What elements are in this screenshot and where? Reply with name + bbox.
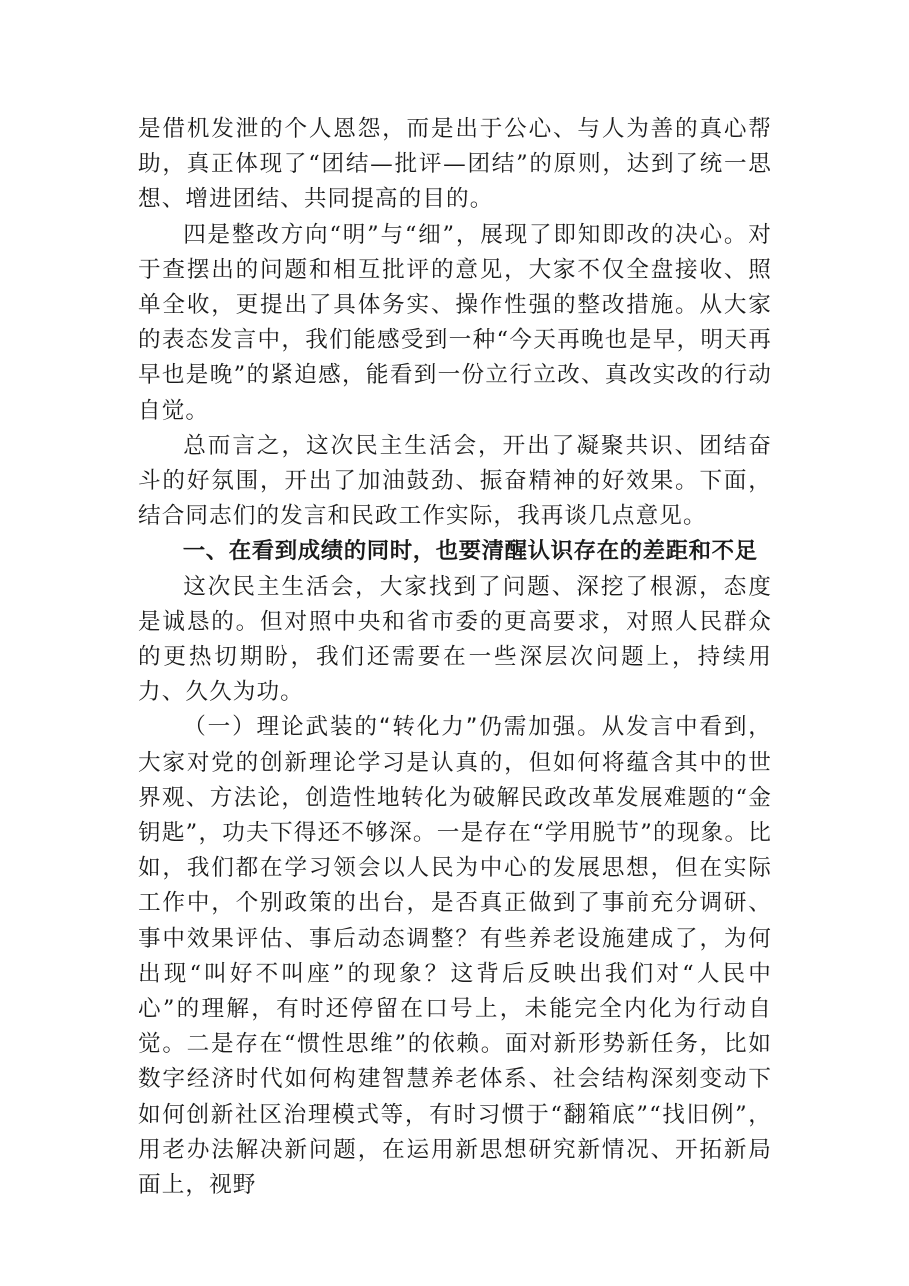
paragraph-section-intro: 这次民主生活会，大家找到了问题、深挖了根源，态度是诚恳的。但对照中央和省市委的更高要求，对照人民群众的更热切期盼，我们还需要在一些深层次问题上，持续用力、久久为功。 [138,573,772,706]
paragraph-continuation: 是借机发泄的个人恩怨，而是出于公心、与人为善的真心帮助，真正体现了“团结—批评—团结”的原则，达到了统一思想、增进团结、共同提高的目的。 [138,116,772,213]
paragraph-subsection-1 [138,710,772,1203]
subsection-1-body: 从发言中看到，大家对党的创新理论学习是认真的，但如何将蕴含其中的世界观、方法论，创造性地转化为破解民政改革发展难题的“金钥匙”，功夫下得还不够深。一是存在“学用脱节”的现象。比如，我们都在学习领会以人民为中心的发展思想，但在实际工作中，个别政策的出台，是否真正做到了事前充分调研、事中效果评估、事后动态调整？有些养老设施建成了，为何出现“叫好不叫座”的现象？这背后反映出我们对“人民中心”的理解，有时还停留在口号上，未能完全内化为行动自觉。二是存在“惯性思维”的依赖。面对新形势新任务，比如数字经济时代如何构建智慧养老体系、社会结构深刻变动下如何创新社区治理模式等，有时习惯于“翻箱底”“找旧例”，用老办法解决新问题，在运用新思想研究新情况、开拓新局面上，视野 [138,714,772,1199]
subsection-1-lead: （一）理论武装的“转化力”仍需加强。 [183,714,602,741]
section-heading-1: 一、在看到成绩的同时，也要清醒认识存在的差距和不足 [182,538,758,565]
paragraph-rectification: 四是整改方向“明”与“细”，展现了即知即改的决心。对于查摆出的问题和相互批评的意见，大家不仅全盘接收、照单全收，更提出了具体务实、操作性强的整改措施。从大家的表态发言中，我们能感受到一种“今天再晚也是早，明天再早也是晚”的紧迫感，能看到一份立行立改、真改实改的行动自觉。 [138,221,772,424]
paragraph-summary: 总而言之，这次民主生活会，开出了凝聚共识、团结奋斗的好氛围，开出了加油鼓劲、振奋精神的好效果。下面，结合同志们的发言和民政工作实际，我再谈几点意见。 [138,432,772,530]
document-page [138,112,772,1203]
